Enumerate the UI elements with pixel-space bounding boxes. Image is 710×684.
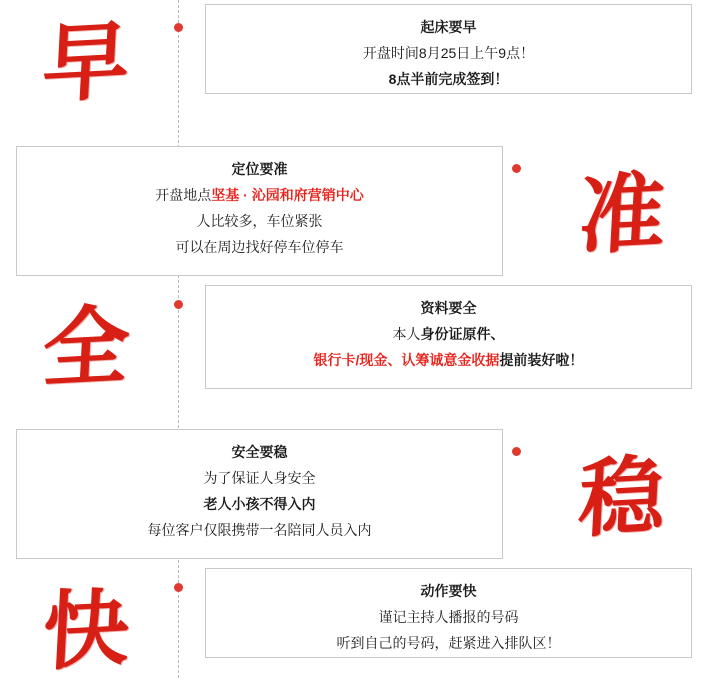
step-5-line-2: 谨记主持人播报的号码 [378, 609, 519, 625]
timeline-dot-2 [512, 164, 521, 173]
step-5-title: 动作要快 [420, 583, 477, 599]
step-2-highlight: 坚基 · 沁园和府营销中心 [211, 187, 364, 203]
step-4-title: 安全要稳 [231, 444, 288, 460]
brush-character-3: 全 [40, 294, 132, 401]
step-3-prefix: 本人 [392, 326, 421, 342]
step-card-2[interactable] [16, 146, 503, 276]
step-3-line-3 [216, 347, 681, 373]
step-3-line-2 [216, 321, 681, 347]
step-1-line-3: 8点半前完成签到！ [388, 71, 509, 87]
step-2-prefix: 开盘地点 [155, 187, 212, 203]
brush-character-2: 准 [576, 161, 668, 268]
step-3-tail: 提前装好啦！ [499, 352, 584, 368]
brush-character-1: 早 [40, 9, 132, 116]
step-1-line-2: 开盘时间8月25日上午9点！ [362, 45, 535, 61]
step-2-line-4: 可以在周边找好停车位停车 [175, 239, 344, 255]
step-card-3[interactable] [205, 285, 692, 389]
step-4-line-4: 每位客户仅限携带一名陪同人员入内 [147, 522, 372, 538]
step-2-title: 定位要准 [231, 161, 288, 177]
step-card-4[interactable] [16, 429, 503, 559]
timeline-spine [178, 0, 179, 678]
step-3-title: 资料要全 [420, 300, 477, 316]
brush-character-4: 稳 [576, 444, 668, 551]
timeline-dot-3 [174, 300, 183, 309]
step-3-bold: 身份证原件、 [420, 326, 505, 342]
step-2-line-2 [27, 182, 492, 208]
timeline-dot-1 [174, 23, 183, 32]
step-1-title: 起床要早 [420, 19, 477, 35]
timeline-dot-4 [512, 447, 521, 456]
step-5-line-3: 听到自己的号码，赶紧进入排队区！ [336, 635, 561, 651]
timeline-dot-5 [174, 583, 183, 592]
step-2-line-3: 人比较多，车位紧张 [196, 213, 323, 229]
brush-character-5: 快 [40, 577, 132, 684]
step-card-5[interactable] [205, 568, 692, 658]
step-4-line-3: 老人小孩不得入内 [203, 496, 316, 512]
step-4-line-2: 为了保证人身安全 [203, 470, 316, 486]
step-3-red: 银行卡/现金、认筹诚意金收据 [313, 352, 500, 368]
step-card-1[interactable] [205, 4, 692, 94]
